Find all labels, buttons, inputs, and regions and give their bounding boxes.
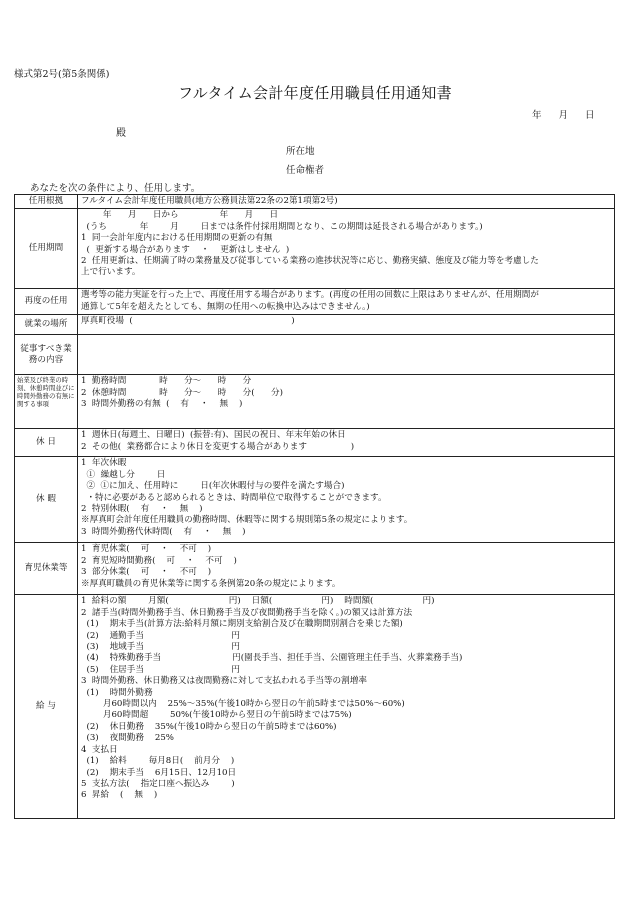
intro-text: あなたを次の条件により、任用します。 [30,183,201,194]
row-leave [15,457,615,543]
content-line: 1 年次休暇 [81,458,127,469]
content-line: ※厚真町会計年度任用職員の勤務時間、休暇等に関する規則第5条の規定によります。 [81,515,413,526]
content-line: (2) 期末手当 6月15日、12月10日 [81,767,237,778]
row-content-duties [78,335,615,375]
content-line: 2 その他( 業務都合により休日を変更する場合があります ) [81,441,355,452]
content-line: (5) 住居手当 円 [81,664,240,675]
content-line: (3) 地域手当 円 [81,642,240,653]
row-content-basis [78,195,615,209]
content-line: 1 給料の額 月額( 円) 日額( 円) 時間額( 円) [81,596,435,607]
row-holidays [15,429,615,457]
content-line: (2) 休日勤務 35%(午後10時から翌日の午前5時までは60%) [81,721,337,732]
content-line: (4) 特殊勤務手当 円(園長手当、担任手当、公園管理主任手当、火葬業務手当) [81,653,463,664]
row-content-period [78,209,615,289]
content-line: (1) 給料 毎月8日( 前月分 ) [81,756,235,767]
row-content-hours [78,375,615,429]
content-line: (1) 期末手当(計算方法:給料月額に期別支給割合及び在職期間別割合を乗じた額) [81,619,403,630]
row-workplace [15,315,615,335]
content-line: 2 任用更新は、任期満了時の業務量及び従事している業務の進捗状況等に応じ、勤務実績、態度及び能力等を考慮した [81,256,539,267]
content-line: 3 時間外勤務代休時間( 有 ・ 無 ) [81,526,246,537]
content-line: 5 支払方法( 指定口座へ振込み ) [81,778,235,789]
content-line: 6 昇給 ( 無 ) [81,790,158,801]
content-line: 1 同一会計年度内における任用期間の更新の有無 [81,233,273,244]
content-line: (1) 時間外勤務 [81,687,153,698]
row-childcare [15,543,615,595]
row-pay [15,595,615,819]
row-label-childcare: 育児休業等 [15,543,78,595]
content-line: 年 月 日から 年 月 日 [81,210,279,221]
row-basis [15,195,615,209]
content-line: フルタイム会計年度任用職員(地方公務員法第22条の2第1項第2号) [81,196,338,206]
row-period [15,209,615,289]
content-line: 2 特別休暇( 有 ・ 無 ) [81,504,203,515]
row-label-hours: 始業及び終業の時刻、休憩時間並びに時間外勤務の有無に関する事項 [15,375,78,429]
content-line: 厚真町役場 ( ) [81,316,295,327]
row-content-reappoint [78,289,615,315]
content-line: 通算して5年を超えたとしても、無期の任用への転換申込みはできません。) [81,301,370,312]
row-label-pay: 給 与 [15,595,78,819]
content-line: 2 育児短時間勤務( 可 ・ 不可 ) [81,555,237,566]
content-line: ( 更新する場合があります ・ 更新はしません ) [81,244,290,255]
content-line: 3 時間外勤務の有無 ( 有 ・ 無 ) [81,399,243,410]
content-line: ① 繰越し分 日 [81,469,166,480]
row-hours [15,375,615,429]
row-label-period: 任用期間 [15,209,78,289]
form-number: 様式第2号(第5条関係) [14,69,110,80]
row-duties [15,335,615,375]
row-label-leave: 休 暇 [15,457,78,543]
row-content-childcare [78,543,615,595]
content-line: 月60時間超 50%(午後10時から翌日の午前5時までは75%) [81,710,352,721]
content-line: ※厚真町職員の育児休業等に関する条例第20条の規定によります。 [81,578,341,589]
appointing-authority-label: 任命権者 [286,165,325,176]
content-line: 3 部分休業( 可 ・ 不可 ) [81,567,212,578]
content-line: 選考等の能力実証を行った上で、再度任用する場合があります。(再度の任用の回数に上限はありませんが、任用期間が [81,290,539,301]
content-line: (2) 通勤手当 円 [81,630,240,641]
row-label-holidays: 休 日 [15,429,78,457]
row-content-leave [78,457,615,543]
row-reappoint [15,289,615,315]
row-content-holidays [78,429,615,457]
content-line: ・特に必要があると認められるときは、時間単位で取得することができます。 [81,492,387,503]
content-line: 2 諸手当(時間外勤務手当、休日勤務手当及び夜間勤務手当を除く。)の額又は計算方法 [81,607,413,618]
row-label-basis: 任用根拠 [15,195,78,209]
content-line: 1 週休日(毎週土、日曜日) (振替:有)、国民の祝日、年末年始の休日 [81,430,346,441]
location-label: 所在地 [286,146,315,157]
issue-date: 年 月 日 [532,110,595,121]
conditions-table [14,194,615,819]
content-line: 3 時間外勤務、休日勤務又は夜間勤務に対して支払われる手当等の割増率 [81,676,367,687]
content-line: (3) 夜間勤務 25% [81,733,174,744]
content-line: 月60時間以内 25%〜35%(午後10時から翌日の午前5時までは50%〜60%) [81,699,405,710]
content-line: 4 支払日 [81,744,118,755]
content-line: 1 勤務時間 時 分〜 時 分 [81,376,252,387]
row-label-duties: 従事すべき業務の内容 [15,335,78,375]
document-title: フルタイム会計年度任用職員任用通知書 [178,84,452,102]
content-line: (うち 年 月 日までは条件付採用期間となり、この期間は延長される場合があります。) [81,221,483,232]
content-line: 1 育児休業( 可 ・ 不可 ) [81,544,212,555]
addressee: 殿 [116,128,126,139]
row-content-workplace [78,315,615,335]
row-label-reappoint: 再度の任用 [15,289,78,315]
content-line: 2 休憩時間 時 分〜 時 分( 分) [81,387,283,398]
row-content-pay [78,595,615,819]
content-line: ② ①に加え、任用時に 日(年次休暇付与の要件を満たす場合) [81,481,345,492]
content-line: 上で行います。 [81,267,141,278]
row-label-workplace: 就業の場所 [15,315,78,335]
